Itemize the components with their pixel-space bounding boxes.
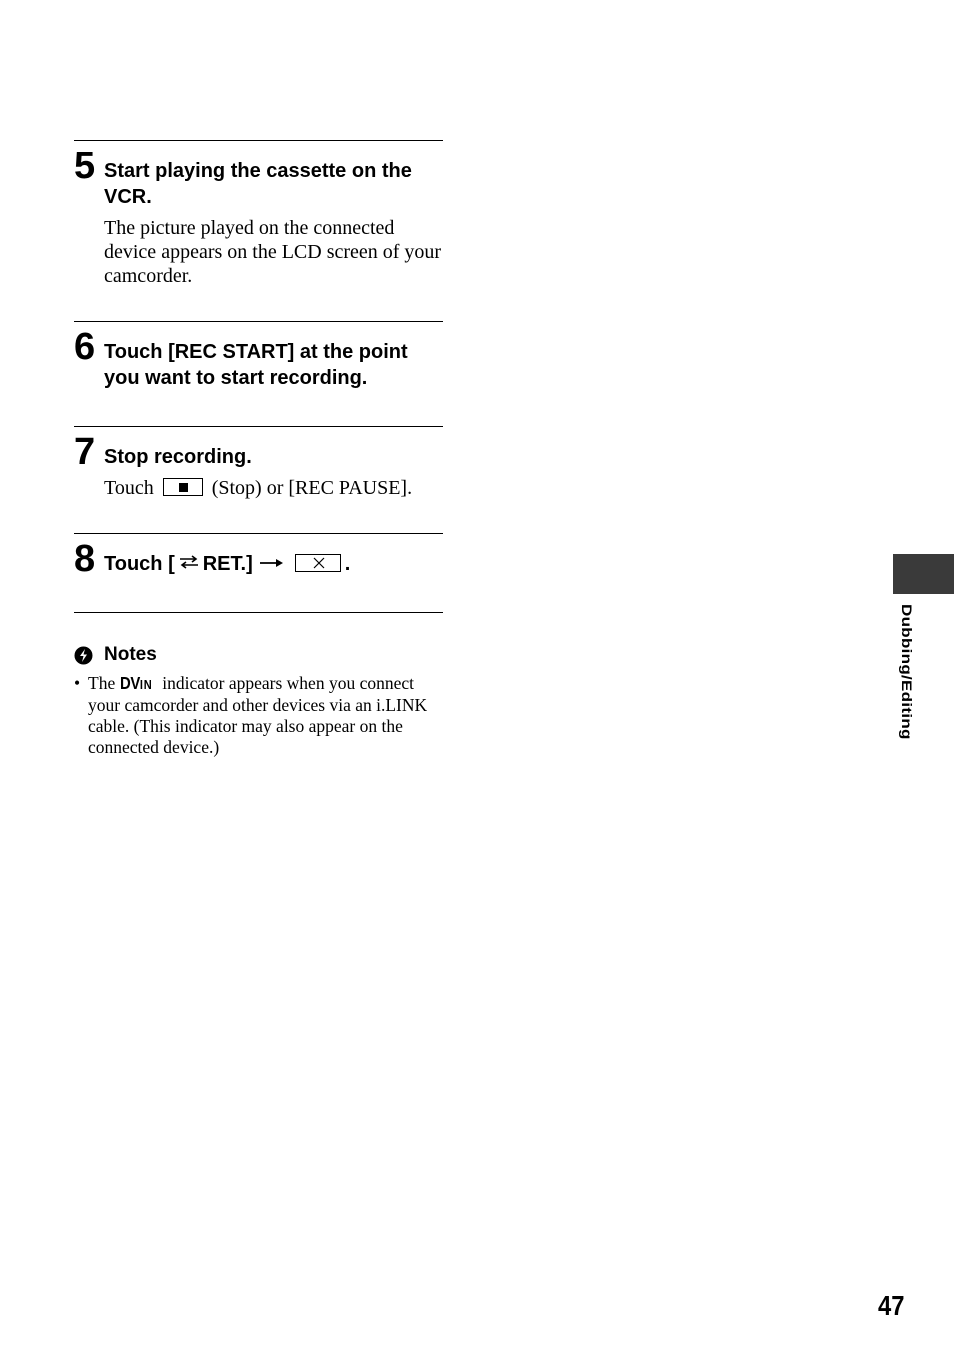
- close-button: [295, 554, 341, 572]
- step-number: 6: [74, 326, 96, 368]
- notes-warning-icon: [74, 646, 93, 665]
- divider-bottom-step8: [74, 612, 443, 613]
- bullet: •: [74, 673, 81, 693]
- step-body-text: (Stop) or [REC PAUSE].: [211, 477, 413, 499]
- divider-top-step8: [74, 533, 443, 534]
- divider-top-step6: [74, 321, 443, 322]
- step-8: [74, 540, 443, 610]
- step-heading-text: Touch [: [104, 553, 175, 575]
- step-5: [74, 147, 443, 317]
- step-number: 8: [74, 538, 96, 580]
- dv-indicator-main: DV: [119, 673, 140, 693]
- section-tab: [893, 554, 954, 594]
- step-heading-text: RET.]: [202, 553, 253, 575]
- return-arrow-icon: [177, 555, 201, 571]
- step-body-text: Touch: [104, 477, 154, 499]
- dv-indicator-sub: IN: [139, 677, 153, 692]
- note-text-after: indicator appears when you connect your camcorder and other devices via an i.LINK cable. (This indicator may also appear on the connected device.): [88, 673, 428, 757]
- stop-square-icon: [179, 483, 188, 492]
- page-number: 47: [878, 1290, 905, 1321]
- stop-button: [163, 478, 203, 496]
- step-heading: Touch [REC START] at the point you want to start recording.: [104, 341, 408, 389]
- dv-in-indicator-icon: [120, 673, 153, 695]
- close-x-icon: [313, 557, 325, 569]
- step-heading: [104, 551, 443, 577]
- step-heading: Stop recording.: [104, 446, 252, 468]
- divider-top-step5: [74, 140, 443, 141]
- section-tab-text: Dubbing/Editing: [898, 604, 914, 740]
- step-6: [74, 328, 443, 418]
- step-heading-text: .: [344, 553, 351, 575]
- step-7: [74, 433, 443, 528]
- note-text-before: The: [88, 673, 116, 693]
- section-tab-label: [898, 604, 920, 744]
- note-text: [88, 673, 446, 758]
- divider-top-step7: [74, 426, 443, 427]
- step-number: 7: [74, 431, 96, 473]
- step-number: 5: [74, 145, 96, 187]
- notes-title: Notes: [104, 644, 157, 665]
- step-body: [104, 476, 443, 500]
- step-heading: Start playing the cassette on the VCR.: [104, 160, 412, 208]
- step-body: The picture played on the connected device appears on the LCD screen of your camcorder.: [104, 217, 442, 287]
- right-arrow-icon: [259, 557, 285, 569]
